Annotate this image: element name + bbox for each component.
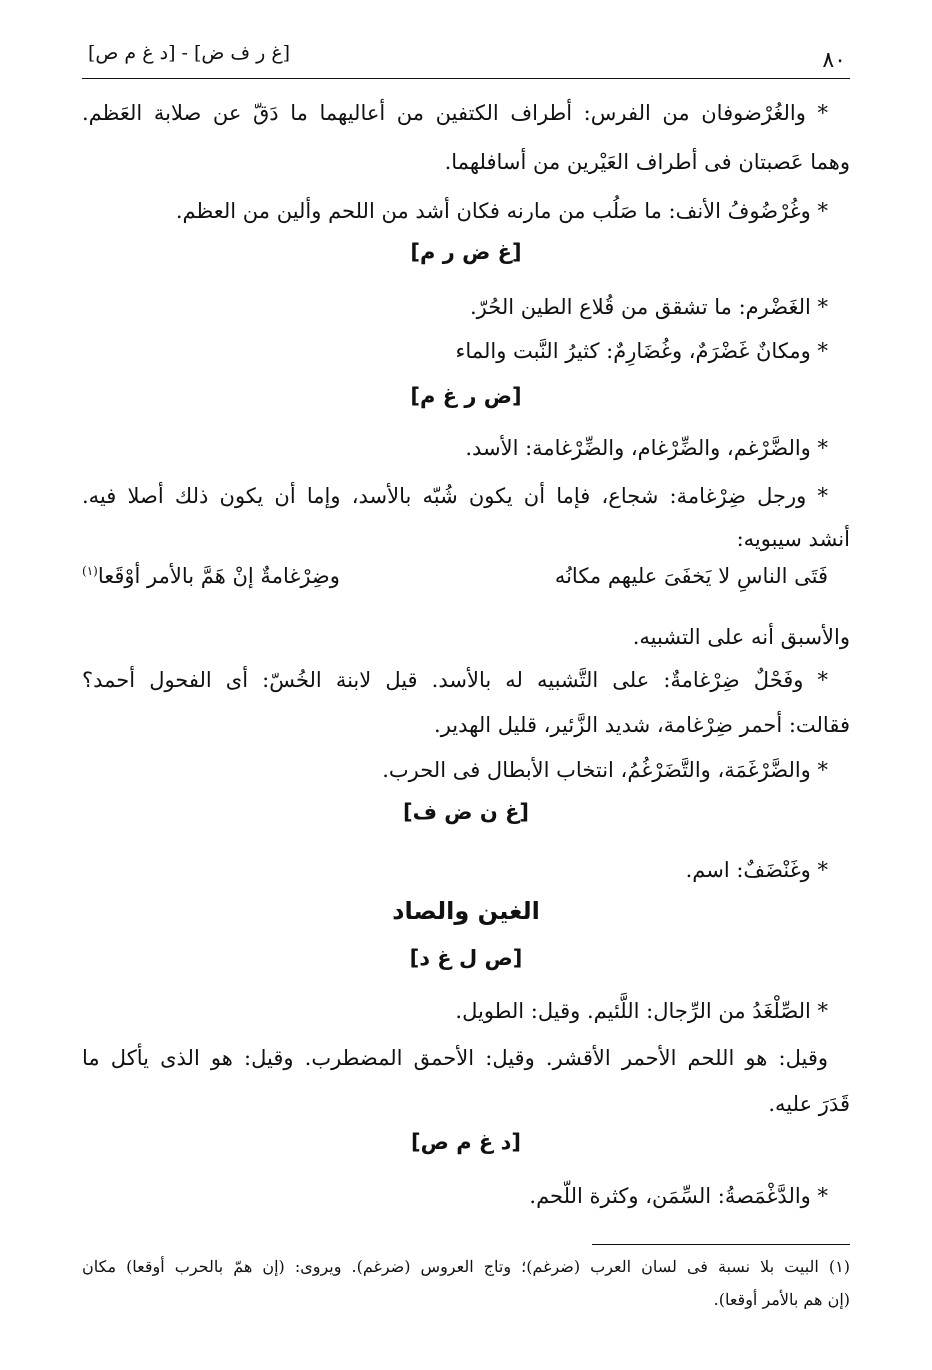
entry-line: فقالت: أحمر ضِرْغامة، شديد الزَّئير، قليل الهدير. (434, 713, 850, 737)
section-heading: الغين والصاد (392, 897, 540, 925)
entry-line: * والضَّرْغَمَة، والتَّضَرْغُمُ، انتخاب الأبطال فى الحرب. (382, 758, 828, 782)
entry-line: * والضَّرْغم، والضِّرْغام، والضِّرْغامة: الأسد. (465, 436, 828, 460)
running-head (82, 38, 850, 79)
entry-line: وقيل: هو اللحم الأحمر الأقشر. وقيل: الأحمق المضطرب. وقيل: هو الذى يأكل ما (82, 1046, 828, 1070)
page-number: ٨٠ (822, 48, 846, 73)
entry-line: * والدَّغْمَصةُ: السِّمَن، وكثرة اللّحم. (529, 1184, 828, 1208)
entry-line: أنشد سيبويه: (736, 527, 850, 551)
verse-second-hemistich (82, 564, 340, 588)
running-head-title: [غ ر ف ض] - [د غ م ص] (88, 42, 291, 64)
entry-line: * والغُرْضوفان من الفرس: أطراف الكتفين من أعاليهما ما دَقّ عن صلابة العَظم. (82, 101, 828, 125)
entry-line: * ورجل ضِرْغامة: شجاع، فإما أن يكون شُبّه بالأسد، وإما أن يكون ذلك أصلا فيه. (82, 484, 828, 508)
entry-line: قَدَرَ عليه. (768, 1092, 850, 1116)
root-heading-dghms: [د غ م ص] (411, 1130, 521, 1154)
root-heading-ghdrm: [غ ض ر م] (410, 240, 522, 264)
footnote-divider (592, 1244, 850, 1245)
entry-line: * الصِّلْغَدُ من الرِّجال: اللَّئيم. وقيل: الطويل. (455, 999, 828, 1023)
footnote-reference: (١) (82, 564, 98, 578)
root-heading-slghd: [ص ل غ د] (409, 946, 523, 970)
entry-line: * وفَحْلٌ ضِرْغامةٌ: على التَّشبيه له بالأسد. قيل لابنة الخُسّ: أى الفحول أحمد؟ (82, 668, 828, 692)
entry-line: * الغَضْرم: ما تشقق من قُلاع الطين الحُرّ. (470, 295, 828, 319)
entry-line: * وغَنْضَفٌ: اسم. (685, 858, 828, 882)
root-heading-ghndf: [غ ن ض ف] (402, 800, 530, 824)
entry-line: وهما عَصبتان فى أطراف العَيْرين من أسافلهما. (444, 150, 850, 174)
footnote-line: (١) البيت بلا نسبة فى لسان العرب (ضرغم)؛ وتاج العروس (ضرغم). ويروى: (إن همّ بالحرب أوقعا) مكان (82, 1257, 850, 1276)
entry-line: * وغُرْضُوفُ الأنف: ما صَلُب من مارنه فكان أشد من اللحم وألين من العظم. (175, 199, 828, 223)
entry-line: * ومكانٌ غَضْرَمٌ، وغُضَارِمٌ: كثيرُ النَّبت والماء (455, 339, 828, 363)
verse-first-hemistich: فَتَى الناسِ لا يَخفَىَ عليهم مكانُه (554, 564, 828, 588)
verse-second-text: وضِرْغامةٌ إنْ هَمَّ بالأمر أوْقَعا (97, 564, 340, 588)
entry-line: والأسبق أنه على التشبيه. (632, 625, 850, 649)
root-heading-drghm: [ض ر غ م] (410, 384, 522, 408)
footnote-line: (إن هم بالأمر أوقعا). (713, 1290, 850, 1309)
poetry-verse (82, 564, 828, 598)
